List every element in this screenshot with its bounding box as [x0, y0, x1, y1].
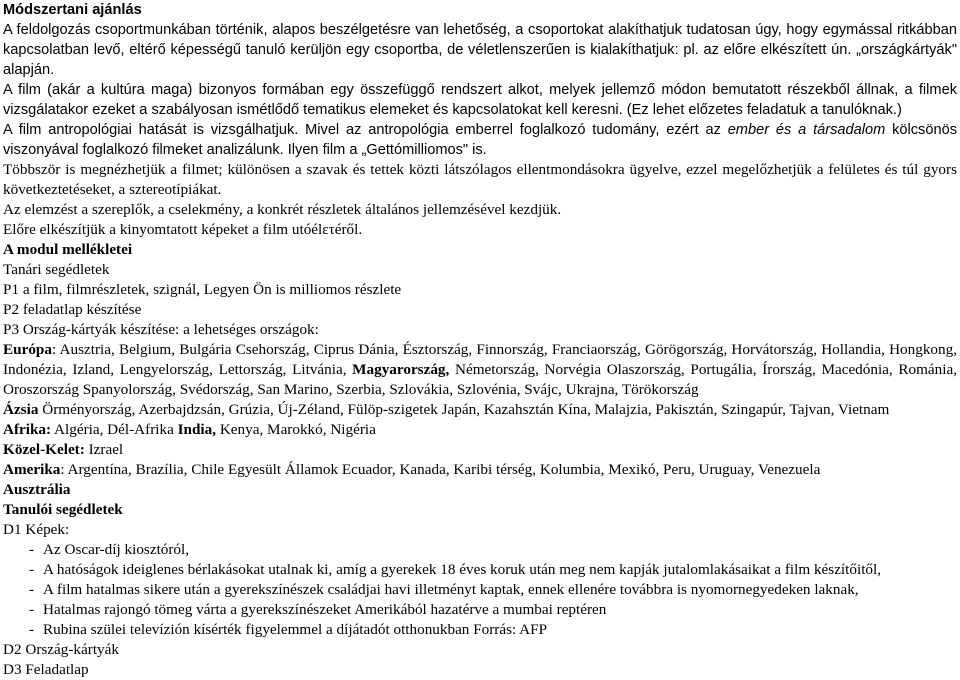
europe-list-a: : Ausztria, Belgium, Bulgária Csehország, Ciprus Dánia, Észtország, Finnország, Franciaország, Görögország, Horvátország, Hollandia, Hongkong, Indonézia, Izland, Lengyelország, Lettország, Litvánia, — [3, 341, 957, 378]
africa-countries — [3, 420, 957, 440]
list-item-text: A film hatalmas sikere után a gyerekszínészek családjai havi illetményt kaptak, ennek ellenére továbbra is nyomornegyedeken laknak, — [43, 581, 859, 598]
list-item-text: Hatalmas rajongó tömeg várta a gyerekszínészeket Amerikából hazatérve a mumbai reptéren — [43, 601, 607, 618]
dash-marker: - — [29, 541, 35, 558]
document-page — [3, 0, 957, 680]
list-item-text: A hatóságok ideiglenes bérlakásokat utalnak ki, amíg a gyerekek 18 éves koruk után meg nem kapják jutalomlakásaikat a film készítőitől, — [43, 561, 882, 578]
tanuloi-title: Tanulói segédletek — [3, 501, 123, 518]
intro-paragraph: A feldolgozás csoportmunkában történik, alapos beszélgetésre van lehetőség, a csoportokat alakíthatjuk tudatosan úgy, hogy egymással ritkábban kapcsolatban levő, eltérő képességű tanuló kerüljön egy csoportba, de véletlenszerűen is kialakíthatjuk: pl. az előre elkészített ún. „országkártyák" alapján. — [3, 22, 957, 78]
anthropology-paragraph — [3, 120, 957, 160]
america-label: Amerika — [3, 461, 61, 478]
asia-list: Örményország, Azerbajdzsán, Grúzia, Új-Zéland, Fülöp-szigetek Japán, Kazahsztán Kína, Malajzia, Pakisztán, Szingapúr, Tajvan, Vietnam — [38, 401, 890, 418]
p2-line: P2 feladatlap készítése — [3, 301, 142, 318]
film-paragraph: A film (akár a kultúra maga) bizonyos formában egy összefüggő rendszert alkot, melyek jellemző módon bemutatott részekből állnak, a filmek vizsgálatakor ezeket a szabályosan ismétlődő tematikus elemeket és kapcsolatokat kell keresni. (Ez lehet előzetes feladatuk a tanulóknak.) — [3, 82, 957, 118]
often-paragraph: Többször is megnézhetjük a filmet; különösen a szavak és tettek közti látszólagos ellentmondásokra ügyelve, ezzel megelőzhetjük a felületes és túl gyors következtetéseket, a sztereotípiákat. — [3, 161, 957, 198]
africa-label: Afrika: — [3, 421, 52, 438]
middle-east-countries — [3, 440, 957, 460]
list-item-text: Rubina szülei televízión kísérték figyelemmel a díjátadót otthonukban Forrás: AFP — [43, 621, 548, 638]
p3-line: P3 Ország-kártyák készítése: a lehetséges országok: — [3, 321, 319, 338]
dash-marker: - — [29, 601, 35, 618]
australia-label: Ausztrália — [3, 481, 71, 498]
africa-list-a: Algéria, Dél-Afrika — [51, 421, 178, 438]
europe-list-b: Németország, Norvégia Olaszország, Portugália, Írország, Macedónia, Románia, Oroszország Spanyolország, Svédország, San Marino, Szerbia, Szlovákia, Szlovénia, Svájc, Ukrajna, Törökország — [3, 361, 958, 398]
list-item — [3, 620, 957, 640]
modul-title: A modul mellékletei — [3, 241, 133, 258]
europe-label: Európa — [3, 341, 52, 358]
dash-marker: - — [29, 621, 35, 638]
america-list: : Argentína, Brazília, Chile Egyesült Államok Ecuador, Kanada, Karibi térség, Kolumbia, Mexikó, Peru, Uruguay, Venezuela — [60, 461, 821, 478]
anthropology-italic-tarsadalom: a társadalom — [798, 122, 886, 138]
list-item — [3, 540, 957, 560]
list-item — [3, 580, 957, 600]
europe-bold-hungary: Magyarország, — [352, 361, 450, 378]
p1-line: P1 a film, filmrészletek, szignál, Legyen Ön is milliomos részlete — [3, 281, 402, 298]
asia-countries — [3, 400, 957, 420]
dash-marker: - — [29, 561, 35, 578]
d2-line: D2 Ország-kártyák — [3, 641, 119, 658]
anthropology-text-2: kölcsönös viszonyával foglalkozó filmeket analizálunk. Ilyen film a „Gettómilliomos" is. — [3, 122, 957, 158]
analysis-line: Az elemzést a szereplők, a cselekmény, a konkrét részletek általános jellemzésével kezdjük. — [3, 201, 562, 218]
dash-marker: - — [29, 581, 35, 598]
list-item-text: Az Oscar-díj kiosztóról, — [43, 541, 190, 558]
list-item — [3, 560, 957, 580]
d1-line: D1 Képek: — [3, 521, 70, 538]
image-list — [3, 540, 957, 640]
america-countries — [3, 460, 957, 480]
tanari-title: Tanári segédletek — [3, 261, 110, 278]
middle-east-list: Izrael — [84, 441, 124, 458]
africa-bold-india: India, — [177, 421, 217, 438]
space — [769, 122, 776, 138]
anthropology-text-1: A film antropológiai hatását is vizsgálhatjuk. Mivel az antropológia emberrel foglalkozó tudomány, ezért az — [3, 122, 728, 138]
prep-line: Előre elkészítjük a kinyomtatott képeket a film utóélετéről. — [3, 221, 363, 238]
anthropology-italic-ember: ember — [727, 122, 770, 138]
section-heading: Módszertani ajánlás — [3, 2, 142, 18]
europe-countries — [3, 340, 957, 400]
middle-east-label: Közel-Kelet: — [3, 441, 85, 458]
anthropology-italic-es: és — [775, 122, 792, 138]
d3-line: D3 Feladatlap — [3, 661, 89, 678]
list-item — [3, 600, 957, 620]
asia-label: Ázsia — [3, 401, 39, 418]
africa-list-b: Kenya, Marokkó, Nigéria — [216, 421, 376, 438]
